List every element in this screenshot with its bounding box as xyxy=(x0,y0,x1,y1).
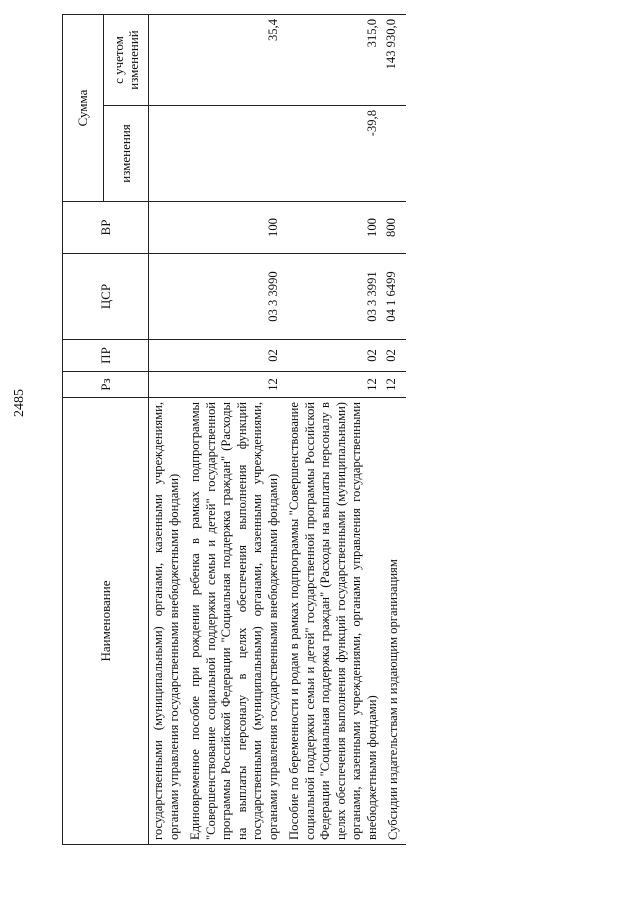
row-pr: 02 xyxy=(285,340,384,372)
table-row xyxy=(186,15,285,845)
row-vr: 100 xyxy=(285,202,384,254)
row-total: 315,0 xyxy=(285,15,384,106)
row-rz xyxy=(149,372,187,398)
row-changes xyxy=(384,106,406,202)
row-name: государственными (муниципальными) органами, казенными учреждениями, органами управления государственными внебюджетными фондами) xyxy=(149,398,187,845)
row-csr xyxy=(149,254,187,340)
page-number: 2485 xyxy=(12,389,27,417)
row-name: Единовременное пособие при рождении ребенка в рамках подпрограммы "Совершенствование социальной поддержки семьи и детей" государственной программы Российской Федерации "Социальная поддержка граждан" (Расходы на выплаты персоналу в целях обеспечения выполнения функций государственными (муниципальными) органами, казенными учреждениями, органами управления государственными внебюджетными фондами) xyxy=(186,398,285,845)
table-row xyxy=(285,15,384,845)
row-total: 143 930,0 xyxy=(384,15,406,106)
row-name: Субсидии издательствам и издающим организациям xyxy=(384,398,406,845)
col-header-vr: ВР xyxy=(63,202,149,254)
row-pr: 02 xyxy=(186,340,285,372)
row-vr: 100 xyxy=(186,202,285,254)
row-changes: -39,8 xyxy=(285,106,384,202)
col-header-rz: Рз xyxy=(63,372,149,398)
budget-table xyxy=(62,14,406,845)
col-header-changes: изменения xyxy=(104,106,149,202)
row-name: Пособие по беременности и родам в рамках подпрограммы "Совершенствование социальной поддержки семьи и детей" государственной программы Российской Федерации "Социальная поддержка граждан" (Расходы на выплаты персоналу в целях обеспечения выполнения функций государственными (муниципальными) органами, казенными учреждениями, органами управления государственными внебюджетными фондами) xyxy=(285,398,384,845)
row-changes xyxy=(186,106,285,202)
row-rz: 12 xyxy=(186,372,285,398)
row-csr: 04 1 6499 xyxy=(384,254,406,340)
row-vr: 800 xyxy=(384,202,406,254)
col-header-name: Наименование xyxy=(63,398,149,845)
table-row xyxy=(384,15,406,845)
row-pr: 02 xyxy=(384,340,406,372)
col-header-pr: ПР xyxy=(63,340,149,372)
col-header-sum: Сумма xyxy=(63,15,104,202)
row-pr xyxy=(149,340,187,372)
col-header-with-changes: с учетом изменений xyxy=(104,15,149,106)
row-changes xyxy=(149,106,187,202)
table-row xyxy=(149,15,187,845)
row-total xyxy=(149,15,187,106)
row-csr: 03 3 3990 xyxy=(186,254,285,340)
row-total: 35,4 xyxy=(186,15,285,106)
row-vr xyxy=(149,202,187,254)
col-header-csr: ЦСР xyxy=(63,254,149,340)
row-rz: 12 xyxy=(285,372,384,398)
row-rz: 12 xyxy=(384,372,406,398)
row-csr: 03 3 3991 xyxy=(285,254,384,340)
